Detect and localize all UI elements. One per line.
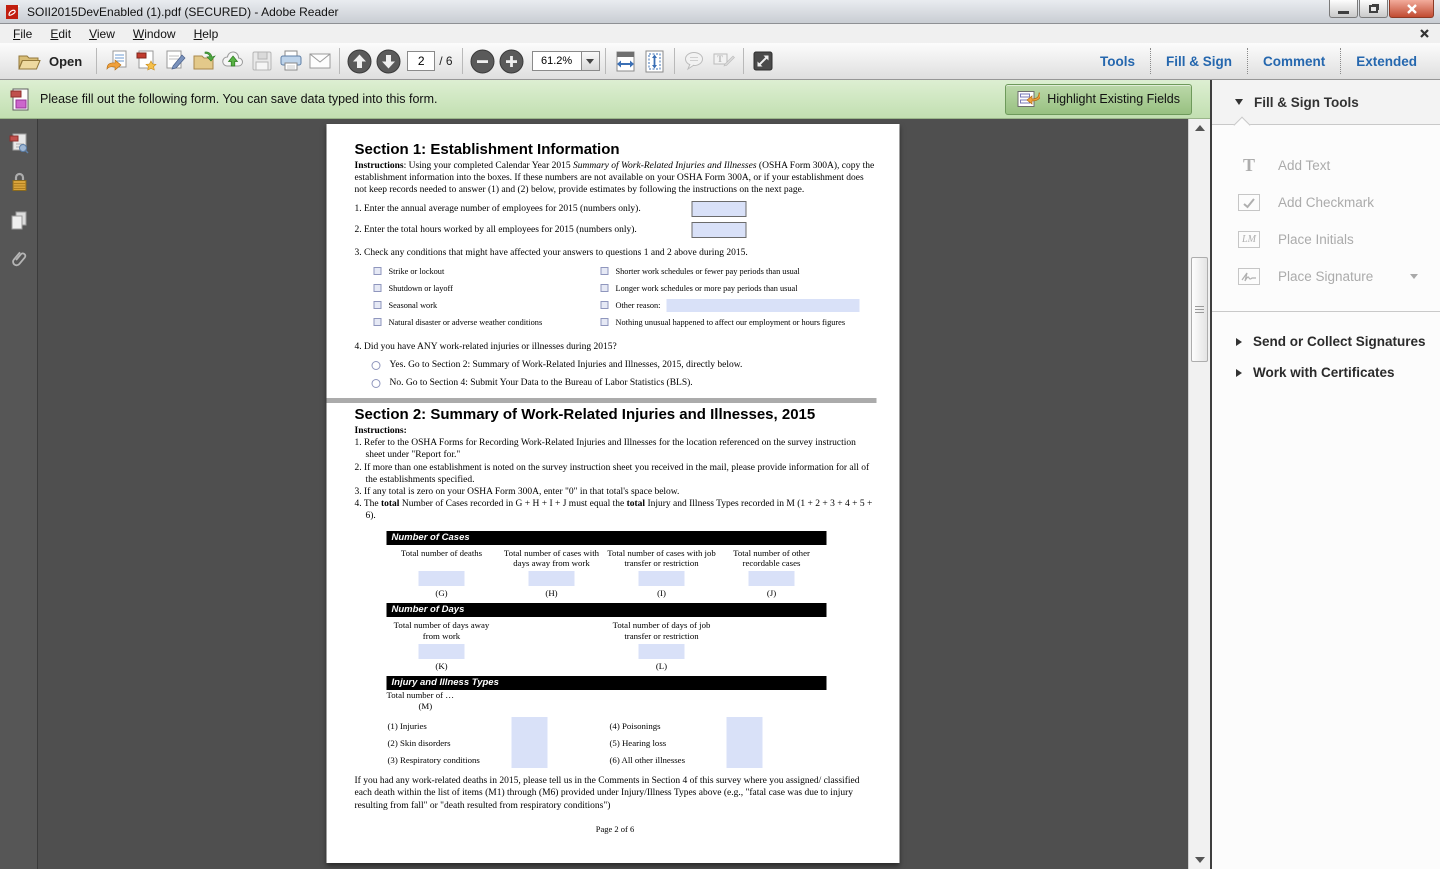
export-folder-icon [191,48,217,74]
question-3-label: 3. Check any conditions that might have affected your answers to questions 1 and 2 above during 2015. [354,247,748,258]
column-header-k: Total number of days away from work [393,620,490,641]
zoom-out-icon [470,49,495,74]
instruction-4-text: Injury and Illness Types recorded in M (1 + 2 + 3 + 4 + 5 + 6). [365,499,873,522]
question-1-row [355,201,876,218]
pages-icon[interactable] [7,209,30,232]
question-2-label: 2. Enter the total hours worked by all employees for 2015 (numbers only). [354,225,637,236]
menu-view[interactable]: View [89,26,115,41]
instructions-text-2: (OSHA Form 300A), copy the establishment information into the boxes. If these numbers are not available on your OSHA Form 300A, or if your establishment does not keep records needed to answer (1) and (2) below, provide estimates by following the instructions on the next page. [354,161,875,196]
place-initials-label: Place Initials [1278,232,1354,247]
sign-document-button[interactable] [160,46,189,76]
instruction-4-bold: total [380,499,400,510]
column-header-i: Total number of cases with job transfer or restriction [607,547,716,569]
vertical-scrollbar[interactable] [1188,119,1210,869]
checkbox-label: Nothing unusual happened to affect our employment or hours figures [615,317,846,327]
column-header-l: Total number of days of job transfer or restriction [612,620,711,641]
add-text-icon: T [1242,155,1255,175]
checkbox-row [374,263,601,280]
print-icon [278,48,304,74]
section2-instruction-1: 1. Refer to the OSHA Forms for Recording Work-Related Injuries and Illnesses for the location referenced on the survey instruction sheet under "Report for." [354,438,856,461]
injury-types-table [388,717,876,768]
type-3-label: (3) Respiratory conditions [387,754,480,765]
chevron-down-icon [586,59,594,64]
yes-radio-button[interactable] [372,361,381,370]
injury-illness-types-header: Injury and Illness Types [387,676,827,690]
checkbox-label: Strike or lockout [388,266,445,276]
question-4-label: 4. Did you have ANY work-related injuries or illnesses during 2015? [354,341,617,352]
days-away-cases-field-h[interactable] [529,571,575,586]
fill-sign-tools-label: Fill & Sign Tools [1254,94,1359,110]
fit-page-icon [642,49,667,74]
strike-checkbox[interactable] [374,267,382,275]
document-area [0,119,1210,869]
open-button[interactable] [8,46,91,76]
chevron-right-icon [1236,369,1242,377]
create-pdf-button[interactable] [131,46,160,76]
checkbox-row [601,314,876,331]
zoom-in-icon [499,49,524,74]
deaths-comment-note: If you had any work-related deaths in 2015, please tell us in the Comments in Section 4 of this survey where you assigned/ classified each death within the list of items (M1) through (M6) provided under Injury/Illness Types above (e.g., "fatal case was due to injury resulting from fall" or "death resulted from respiratory conditions") [354,776,860,811]
type-5-label: (5) Hearing loss [609,737,667,748]
chevron-down-icon [1235,99,1243,105]
chevron-right-icon [1236,338,1242,346]
work-with-certificates-section[interactable] [1212,357,1440,388]
type-1-label: (1) Injuries [387,720,427,731]
instruction-4-text: 4. The [354,499,381,510]
conditions-checkbox-grid [374,263,876,331]
place-signature-label: Place Signature [1278,269,1374,284]
type-4-label: (4) Poisonings [609,720,661,731]
fullscreen-button[interactable] [749,46,778,76]
fit-page-button[interactable] [640,46,669,76]
code-i: (I) [657,588,666,599]
type-2-label: (2) Skin disorders [387,737,451,748]
section2-instruction-3: 3. If any total is zero on your OSHA Form 300A, enter "0" in that total's space below. [354,487,680,498]
code-m: (M) [418,701,433,712]
navigation-sidebar [0,119,38,869]
checkbox-label: Shorter work schedules or fewer pay periods than usual [615,266,800,276]
checkbox-row [374,314,601,331]
signature-icon [1238,268,1260,285]
days-transfer-field-l[interactable] [639,644,685,659]
initials-icon: LM [1238,231,1260,248]
instructions-text-1: : Using your completed Calendar Year 2015 [403,161,573,171]
pdf-canvas [38,119,1188,869]
code-h: (H) [545,588,558,599]
tab-extended[interactable]: Extended [1356,53,1417,69]
seasonal-work-checkbox[interactable] [374,301,382,309]
yes-radio-row [372,359,876,371]
hearing-loss-field-m5[interactable] [727,734,763,751]
tab-comment[interactable]: Comment [1262,53,1326,69]
instructions-italic-title: Summary of Work-Related Injuries and Illnesses [572,161,757,171]
text-callout-icon [710,48,736,74]
checkbox-row [374,297,601,314]
section2-instruction-4 [355,498,876,522]
checkbox-row [601,263,876,280]
fill-sign-tools-list [1212,125,1440,295]
comment-bubble-icon [681,48,707,74]
menu-edit[interactable]: Edit [50,26,72,41]
place-signature-tool [1212,258,1440,295]
number-of-cases-table [387,545,876,600]
fill-sign-tools-header[interactable] [1212,80,1440,125]
cloud-upload-icon [220,48,246,74]
longer-schedules-checkbox[interactable] [601,284,609,292]
number-of-cases-header: Number of Cases [387,531,827,545]
title-bar [0,0,1440,24]
section1-instructions [355,160,876,197]
checkbox-row [601,297,876,314]
checkbox-row [601,280,876,297]
zoom-out-button[interactable] [468,46,497,76]
natural-disaster-checkbox[interactable] [374,318,382,326]
poisonings-field-m4[interactable] [727,717,763,734]
menu-help[interactable]: Help [193,26,219,41]
checkbox-row [374,280,601,297]
menu-window[interactable]: Window [132,26,176,41]
days-away-field-k[interactable] [419,644,465,659]
transfer-cases-field-i[interactable] [639,571,685,586]
next-page-button[interactable] [374,46,403,76]
add-checkmark-tool [1212,184,1440,221]
checkmark-icon [1238,194,1260,211]
highlight-existing-fields-button[interactable] [1005,84,1192,115]
close-icon [1406,3,1418,15]
save-button-disabled [247,46,276,76]
column-header-j: Total number of other recordable cases [733,547,810,569]
checkbox-label: Shutdown or layoff [388,283,453,293]
page-number-input[interactable] [407,51,435,71]
shutdown-checkbox[interactable] [374,284,382,292]
yes-radio-label: Yes. Go to Section 2: Summary of Work-Related Injuries and Illnesses, 2015, directly below. [389,360,743,371]
add-text-label: Add Text [1278,158,1331,173]
code-j: (J) [766,588,777,599]
question-1-label: 1. Enter the annual average number of employees for 2015 (numbers only). [354,204,641,215]
scroll-mode-button[interactable] [611,46,640,76]
fit-width-icon [613,49,638,74]
close-button[interactable] [1389,0,1434,18]
fullscreen-icon [750,48,776,74]
other-cases-field-j[interactable] [749,571,795,586]
section1-title: Section 1: Establishment Information [354,141,620,158]
toolbar [0,43,1440,80]
minimize-button[interactable] [1329,0,1358,18]
page-thumbnails-icon[interactable] [7,131,30,154]
code-g: (G) [435,588,448,599]
respiratory-field-m3[interactable] [512,751,548,768]
hours-worked-field[interactable] [692,222,747,238]
instruction-4-text: Number of Cases recorded in G + H + I + J must equal the [399,499,627,510]
code-l: (L) [655,661,668,672]
print-button[interactable] [276,46,305,76]
open-folder-icon [17,51,42,72]
question-2-row [355,222,876,239]
share-document-button[interactable] [102,46,131,76]
pdf-page [327,124,900,863]
nothing-unusual-checkbox[interactable] [601,318,609,326]
sign-document-icon [162,48,188,74]
add-text-tool [1212,147,1440,184]
zoom-level-dropdown[interactable] [582,51,600,71]
email-envelope-icon [307,48,333,74]
window-title: SOII2015DevEnabled (1).pdf (SECURED) - Adobe Reader [27,4,339,19]
share-document-icon [104,48,130,74]
form-document-icon [10,87,30,112]
injuries-field-m1[interactable] [512,717,548,734]
open-label: Open [49,53,83,69]
text-callout-button-disabled [709,46,738,76]
section2-title: Section 2: Summary of Work-Related Injuries and Illnesses, 2015 [354,406,816,424]
code-k: (K) [435,661,448,672]
menu-bar [0,24,1440,43]
menu-file[interactable]: File [13,26,33,41]
send-collect-signatures-label: Send or Collect Signatures [1253,334,1426,349]
no-radio-label: No. Go to Section 4: Submit Your Data to the Bureau of Labor Statistics (BLS). [389,378,693,389]
page-up-icon [347,49,372,74]
employees-count-field[interactable] [692,201,747,217]
checkbox-label: Seasonal work [388,300,438,310]
menubar-close-icon[interactable] [1419,28,1430,39]
fill-sign-panel [1210,80,1440,869]
add-checkmark-label: Add Checkmark [1278,195,1375,210]
highlight-fields-label: Highlight Existing Fields [1047,92,1180,106]
tab-fill-and-sign[interactable]: Fill & Sign [1165,53,1232,69]
other-reason-field[interactable] [666,299,859,312]
form-message-bar [0,80,1210,119]
attachments-paperclip-icon[interactable] [7,248,30,271]
instructions-word: Instructions [354,161,404,171]
scrollbar-thumb[interactable] [1191,257,1208,362]
zoom-in-button[interactable] [497,46,526,76]
security-lock-icon[interactable] [7,170,30,193]
tab-tools[interactable]: Tools [1099,53,1135,69]
checkbox-label: Other reason: [615,300,661,310]
signature-dropdown-icon [1410,274,1418,279]
no-radio-button[interactable] [372,379,381,388]
cloud-upload-button[interactable] [218,46,247,76]
svg-text:T: T [717,54,724,64]
page-count-label: / 6 [439,54,453,68]
no-radio-row [372,377,876,389]
scroll-down-arrow[interactable] [1195,857,1205,863]
section2-instruction-2: 2. If more than one establishment is noted on the survey instruction sheet you received in the mail, please provide information for all of the establishments specified. [354,462,870,485]
column-header-h: Total number of cases with days away from work [503,547,600,569]
page-number-footer: Page 2 of 6 [595,823,635,834]
scroll-up-arrow[interactable] [1195,125,1205,131]
comment-bubble-button-disabled [680,46,709,76]
type-6-label: (6) All other illnesses [609,754,685,765]
other-illnesses-field-m6[interactable] [727,751,763,768]
deaths-field-g[interactable] [419,571,465,586]
skin-disorders-field-m2[interactable] [512,734,548,751]
other-reason-checkbox[interactable] [601,301,609,309]
send-collect-signatures-section[interactable] [1212,326,1440,357]
section-divider [327,398,877,403]
shorter-schedules-checkbox[interactable] [601,267,609,275]
email-button[interactable] [305,46,334,76]
page-down-icon [376,49,401,74]
checkbox-label: Longer work schedules or more pay periods than usual [615,283,798,293]
work-with-certificates-label: Work with Certificates [1253,365,1395,380]
highlight-fields-icon [1017,90,1040,109]
number-of-days-table [387,617,876,672]
create-pdf-icon [133,48,159,74]
types-total-label: Total number of … [386,690,455,701]
toolbar-right-tabs [1085,48,1432,74]
number-of-days-header: Number of Days [387,603,827,617]
restore-button[interactable] [1359,0,1388,18]
place-initials-tool [1212,221,1440,258]
column-header-g: Total number of deaths [400,547,483,558]
form-message-text: Please fill out the following form. You can save data typed into this form. [40,92,438,106]
save-icon [249,48,275,74]
export-folder-button[interactable] [189,46,218,76]
zoom-level-value[interactable]: 61.2% [532,51,582,71]
instruction-4-bold: total [626,499,646,510]
checkbox-label: Natural disaster or adverse weather conditions [388,317,543,327]
section2-instructions-label: Instructions: [354,426,407,437]
previous-page-button[interactable] [345,46,374,76]
pdf-app-icon [5,4,21,20]
